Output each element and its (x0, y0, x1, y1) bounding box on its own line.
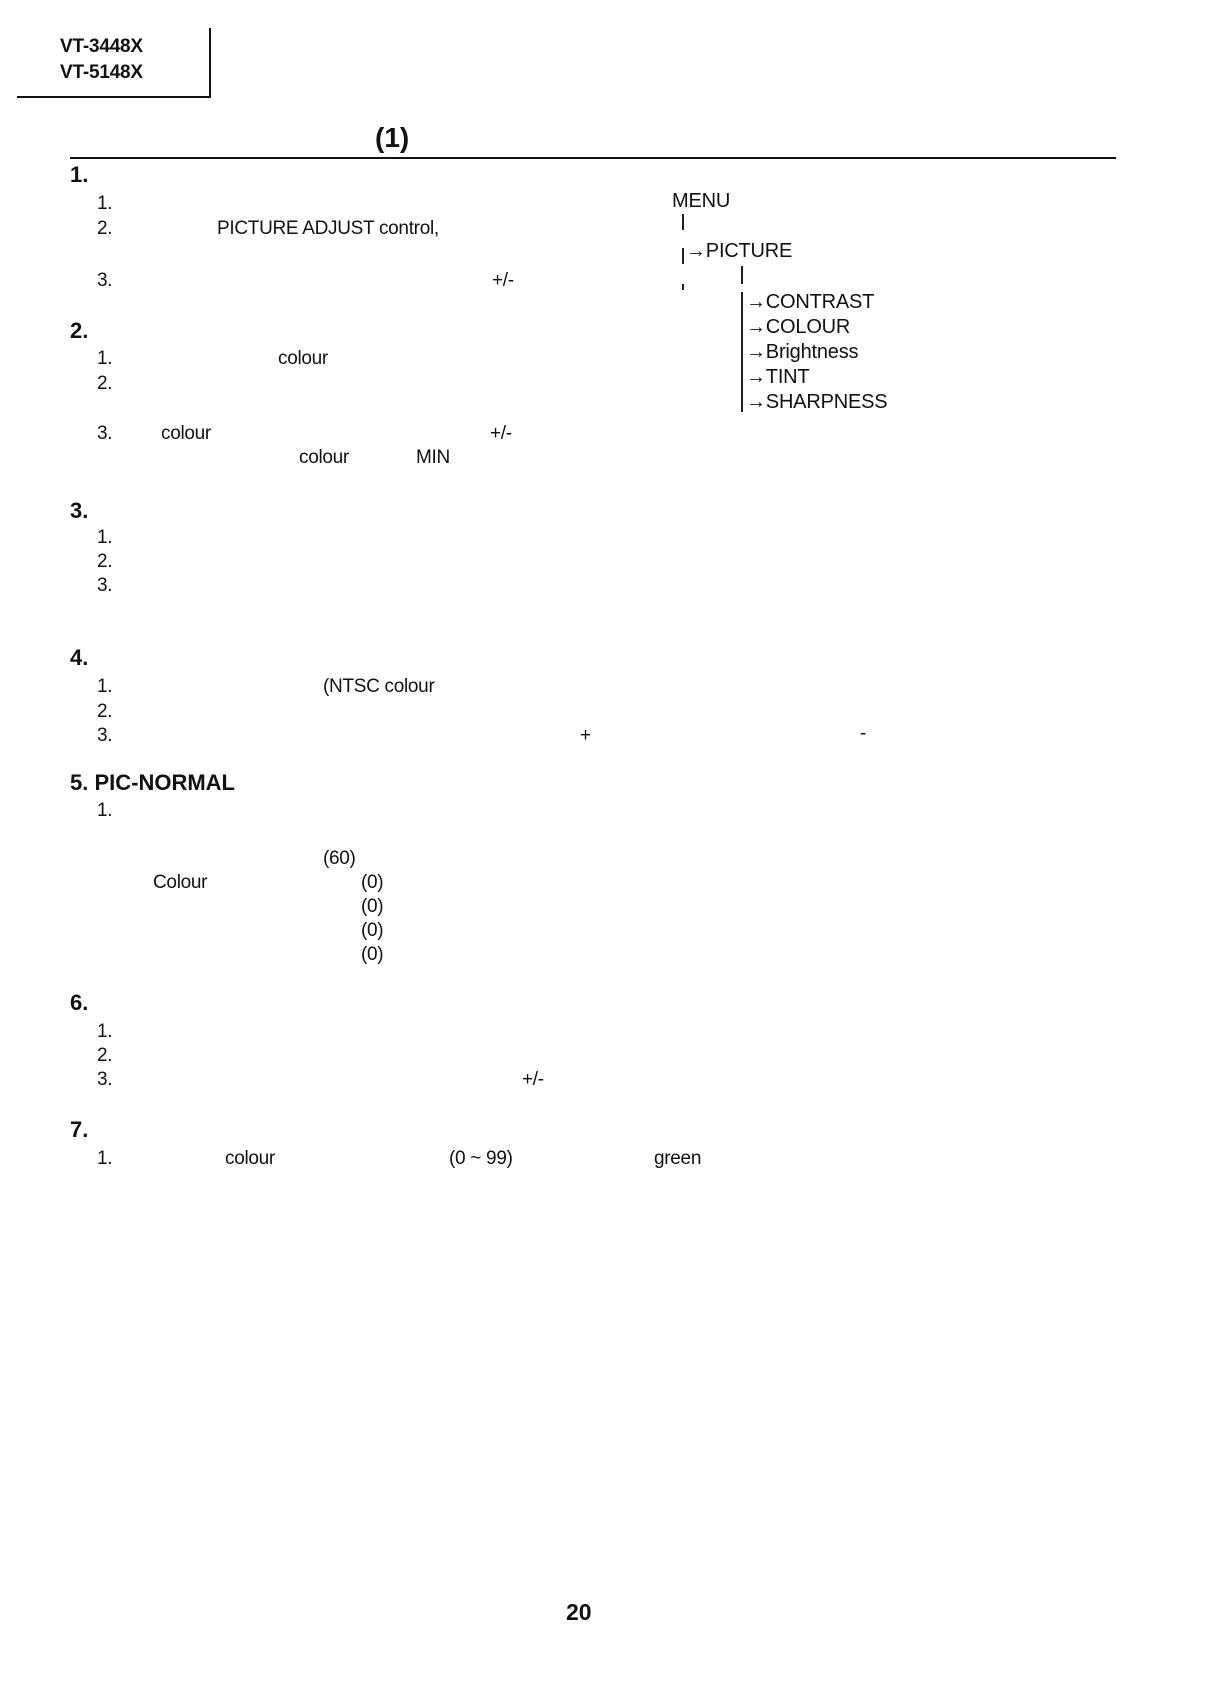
section-2-colour-text-b: colour (299, 447, 349, 468)
menu-tree-line-3 (682, 284, 684, 290)
header-divider-horizontal (17, 96, 211, 98)
section-5-value-d: (0) (361, 920, 384, 941)
section-4-item-2: 2. (97, 701, 113, 722)
section-5-value-e: (0) (361, 944, 384, 965)
section-7-item-1: 1. (97, 1148, 113, 1169)
section-5-value-a: (60) (323, 848, 356, 869)
section-2-min-text: MIN (416, 447, 450, 468)
section-2-colour-text-3: colour (161, 423, 211, 444)
section-5-heading: 5. PIC-NORMAL (70, 770, 235, 795)
model-number-2: VT-5148X (60, 62, 143, 83)
section-2-item-3: 3. (97, 423, 113, 444)
section-6-plus-minus: +/- (522, 1069, 544, 1090)
menu-item-tint: →TINT (746, 366, 810, 388)
section-6-number: 6. (70, 990, 89, 1015)
section-5-value-b: (0) (361, 872, 384, 893)
section-1-number: 1. (70, 162, 89, 187)
header-divider-vertical (209, 28, 211, 98)
section-3-item-2: 2. (97, 551, 113, 572)
section-2-plus-minus: +/- (490, 423, 512, 444)
section-3-item-3: 3. (97, 575, 113, 596)
section-2-number: 2. (70, 318, 89, 343)
menu-tree-line-2 (682, 248, 684, 264)
section-4-ntsc-text: (NTSC colour (323, 676, 435, 697)
section-2-item-2: 2. (97, 373, 113, 394)
section-7-number: 7. (70, 1117, 89, 1142)
section-5-item-1: 1. (97, 800, 113, 821)
page-title-fragment: (1) (375, 122, 410, 153)
section-7-range-text: (0 ~ 99) (449, 1148, 513, 1169)
section-2-item-1: 1. (97, 348, 113, 369)
section-4-number: 4. (70, 645, 89, 670)
menu-item-colour: →COLOUR (746, 316, 851, 338)
menu-item-brightness: →Brightness (746, 341, 859, 363)
section-1-item-2: 2. (97, 218, 113, 239)
section-5-colour-label: Colour (153, 872, 208, 893)
picture-adjust-text: PICTURE ADJUST control, (217, 218, 439, 239)
menu-item-sharpness: →SHARPNESS (746, 391, 888, 413)
menu-item-contrast: →CONTRAST (746, 291, 875, 313)
menu-tree-root: MENU (672, 190, 731, 212)
section-6-item-3: 3. (97, 1069, 113, 1090)
menu-tree-branch-line (741, 292, 743, 412)
section-6-item-2: 2. (97, 1045, 113, 1066)
section-2-colour-text: colour (278, 348, 328, 369)
section-1-plus-minus: +/- (492, 270, 514, 291)
menu-tree-line-4 (741, 266, 743, 284)
page-number: 20 (566, 1599, 592, 1625)
section-4-plus: + (580, 725, 591, 746)
section-5-value-c: (0) (361, 896, 384, 917)
section-4-item-1: 1. (97, 676, 113, 697)
menu-tree-picture: →PICTURE (686, 240, 793, 262)
section-1-item-1: 1. (97, 193, 113, 214)
section-1-item-3: 3. (97, 270, 113, 291)
section-7-green-text: green (654, 1148, 702, 1169)
section-3-item-1: 1. (97, 527, 113, 548)
menu-tree-line-1 (682, 214, 684, 230)
section-3-number: 3. (70, 498, 89, 523)
title-rule (70, 157, 1116, 159)
section-4-minus: - (860, 723, 867, 744)
section-4-item-3: 3. (97, 725, 113, 746)
section-7-colour-text: colour (225, 1148, 275, 1169)
section-6-item-1: 1. (97, 1021, 113, 1042)
model-number-1: VT-3448X (60, 36, 143, 57)
